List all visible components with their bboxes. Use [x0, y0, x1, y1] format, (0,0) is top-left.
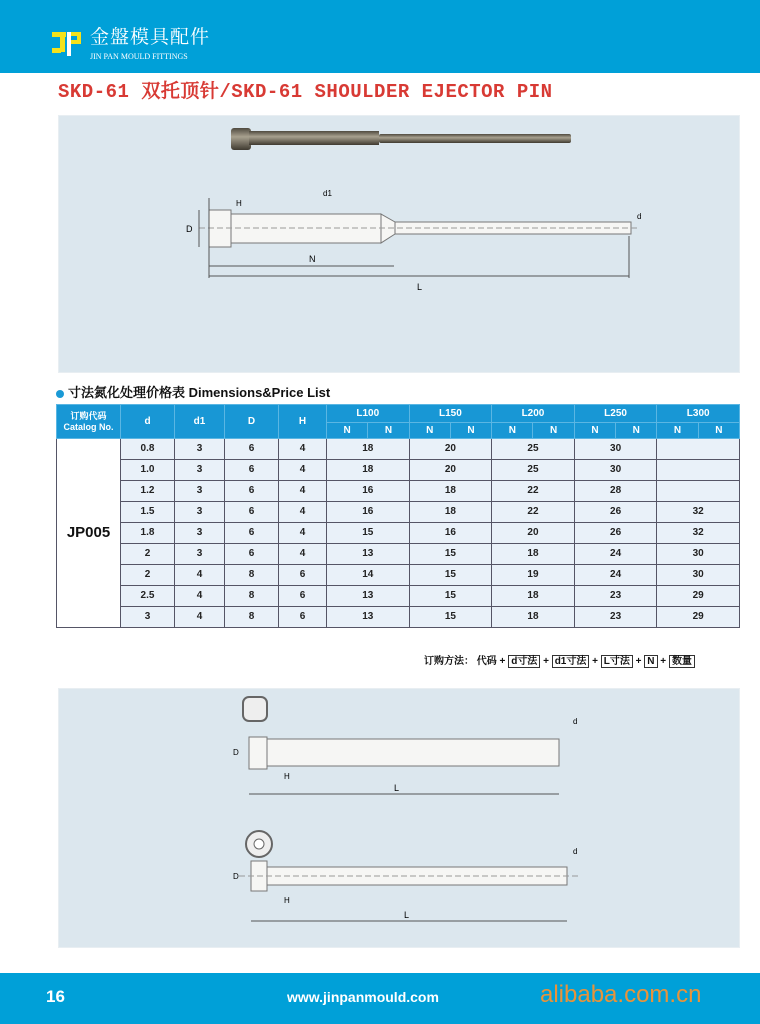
n-subheader: N — [492, 423, 533, 439]
label-H: H — [284, 772, 290, 781]
table-cell: 3 — [175, 460, 225, 481]
table-cell: 3 — [175, 439, 225, 460]
col-L150: L150 — [409, 405, 492, 423]
table-row — [57, 481, 740, 502]
table-cell: 3 — [175, 502, 225, 523]
label-D: D — [186, 224, 193, 234]
table-cell: 13 — [327, 586, 410, 607]
price-table — [56, 404, 740, 628]
table-cell: 22 — [492, 502, 575, 523]
col-D: D — [225, 405, 279, 439]
table-cell: 18 — [492, 544, 575, 565]
table-cell: 4 — [175, 565, 225, 586]
table-row — [57, 544, 740, 565]
label-L: L — [394, 783, 400, 793]
label-H: H — [236, 199, 242, 208]
table-cell: 18 — [409, 481, 492, 502]
table-cell: 8 — [225, 565, 279, 586]
table-row — [57, 586, 740, 607]
table-cell: 25 — [492, 439, 575, 460]
table-cell: 1.2 — [121, 481, 175, 502]
table-cell: 24 — [574, 565, 657, 586]
table-cell: 15 — [409, 586, 492, 607]
table-cell: 32 — [657, 523, 740, 544]
table-cell: 6 — [225, 439, 279, 460]
table-cell: 15 — [327, 523, 410, 544]
section-title: 寸法氮化处理价格表 Dimensions&Price List — [56, 385, 330, 401]
table-cell: 6 — [225, 544, 279, 565]
table-cell: 15 — [409, 565, 492, 586]
table-row — [57, 439, 740, 460]
table-cell — [657, 460, 740, 481]
table-cell: 2 — [121, 544, 175, 565]
n-subheader: N — [533, 423, 574, 439]
table-cell: 4 — [175, 586, 225, 607]
page-number: 16 — [46, 987, 65, 1006]
table-cell: 30 — [657, 565, 740, 586]
table-cell: 20 — [409, 460, 492, 481]
table-cell: 18 — [327, 439, 410, 460]
table-row — [57, 565, 740, 586]
n-subheader: N — [657, 423, 698, 439]
label-D: D — [233, 748, 239, 757]
table-cell: 25 — [492, 460, 575, 481]
label-d1: d1 — [323, 189, 332, 198]
n-subheader: N — [368, 423, 409, 439]
table-cell: 16 — [327, 481, 410, 502]
table-row — [57, 523, 740, 544]
table-cell: 15 — [409, 607, 492, 628]
brand-name-cn: 金盤模具配件 — [90, 26, 211, 48]
table-cell: 30 — [657, 544, 740, 565]
label-d: d — [573, 847, 578, 856]
table-cell: 15 — [409, 544, 492, 565]
table-cell: 8 — [225, 607, 279, 628]
table-row — [57, 607, 740, 628]
table-cell: 3 — [175, 544, 225, 565]
table-cell: 22 — [492, 481, 575, 502]
table-cell: 2.5 — [121, 586, 175, 607]
table-cell: 3 — [175, 523, 225, 544]
n-subheader: N — [698, 423, 739, 439]
table-cell: 28 — [574, 481, 657, 502]
table-cell: 4 — [175, 607, 225, 628]
ejector-pin-drawing — [59, 116, 741, 374]
table-cell: 16 — [409, 523, 492, 544]
table-cell: 6 — [225, 502, 279, 523]
label-d: d — [637, 212, 642, 221]
table-cell: 6 — [225, 523, 279, 544]
table-cell: 26 — [574, 523, 657, 544]
table-cell: 4 — [279, 544, 327, 565]
n-subheader: N — [616, 423, 657, 439]
n-subheader: N — [450, 423, 491, 439]
brand-name-en: JIN PAN MOULD FITTINGS — [90, 52, 188, 61]
table-row — [57, 502, 740, 523]
table-cell: 13 — [327, 607, 410, 628]
label-N: N — [309, 254, 316, 264]
table-cell: 6 — [225, 460, 279, 481]
pin-drawings-panel — [58, 688, 740, 948]
table-cell — [657, 439, 740, 460]
straight-pin-drawings — [59, 689, 741, 949]
table-cell: 30 — [574, 439, 657, 460]
table-cell: 20 — [492, 523, 575, 544]
table-cell: 18 — [492, 607, 575, 628]
footer-band — [0, 973, 760, 1024]
website-link[interactable]: www.jinpanmould.com — [287, 989, 439, 1005]
n-subheader: N — [574, 423, 615, 439]
table-cell: 6 — [225, 481, 279, 502]
label-d: d — [573, 717, 578, 726]
table-cell: 4 — [279, 502, 327, 523]
table-cell: 14 — [327, 565, 410, 586]
label-D: D — [233, 872, 239, 881]
label-L: L — [417, 282, 423, 292]
table-cell: 16 — [327, 502, 410, 523]
n-subheader: N — [409, 423, 450, 439]
table-cell: 29 — [657, 607, 740, 628]
table-cell: 4 — [279, 460, 327, 481]
table-cell: 18 — [492, 586, 575, 607]
table-cell: 20 — [409, 439, 492, 460]
table-cell: 24 — [574, 544, 657, 565]
table-cell: 6 — [279, 565, 327, 586]
table-cell: 19 — [492, 565, 575, 586]
table-cell: 2 — [121, 565, 175, 586]
jp-logo — [52, 32, 82, 56]
table-cell: 4 — [279, 523, 327, 544]
table-cell: 32 — [657, 502, 740, 523]
table-cell: 3 — [121, 607, 175, 628]
table-cell: 8 — [225, 586, 279, 607]
table-row — [57, 460, 740, 481]
col-L250: L250 — [574, 405, 657, 423]
table-cell: 18 — [327, 460, 410, 481]
table-cell: 26 — [574, 502, 657, 523]
table-cell — [657, 481, 740, 502]
table-cell: 0.8 — [121, 439, 175, 460]
col-d1: d1 — [175, 405, 225, 439]
watermark: alibaba.com.cn — [540, 981, 702, 1008]
label-L: L — [404, 910, 410, 920]
table-cell: 23 — [574, 607, 657, 628]
col-L100: L100 — [327, 405, 410, 423]
table-cell: 6 — [279, 586, 327, 607]
catalog-number: JP005 — [57, 439, 121, 628]
table-cell: 29 — [657, 586, 740, 607]
page-title: SKD-61 双托顶针/SKD-61 SHOULDER EJECTOR PIN — [58, 81, 553, 103]
table-cell: 4 — [279, 439, 327, 460]
header-band — [0, 0, 760, 73]
col-L200: L200 — [492, 405, 575, 423]
n-subheader: N — [327, 423, 368, 439]
table-cell: 23 — [574, 586, 657, 607]
table-cell: 6 — [279, 607, 327, 628]
bullet-icon — [56, 390, 64, 398]
label-H: H — [284, 896, 290, 905]
order-method: 订购方法： 代码 + d寸法 + d1寸法 + L寸法 + N + 数量 — [424, 655, 695, 669]
table-cell: 13 — [327, 544, 410, 565]
table-cell: 1.5 — [121, 502, 175, 523]
table-cell: 30 — [574, 460, 657, 481]
table-cell: 1.0 — [121, 460, 175, 481]
col-d: d — [121, 405, 175, 439]
catalog-header: 订购代码 Catalog No. — [57, 405, 121, 439]
table-cell: 18 — [409, 502, 492, 523]
table-cell: 3 — [175, 481, 225, 502]
product-diagram-panel — [58, 115, 740, 373]
col-H: H — [279, 405, 327, 439]
col-L300: L300 — [657, 405, 740, 423]
table-cell: 1.8 — [121, 523, 175, 544]
table-cell: 4 — [279, 481, 327, 502]
